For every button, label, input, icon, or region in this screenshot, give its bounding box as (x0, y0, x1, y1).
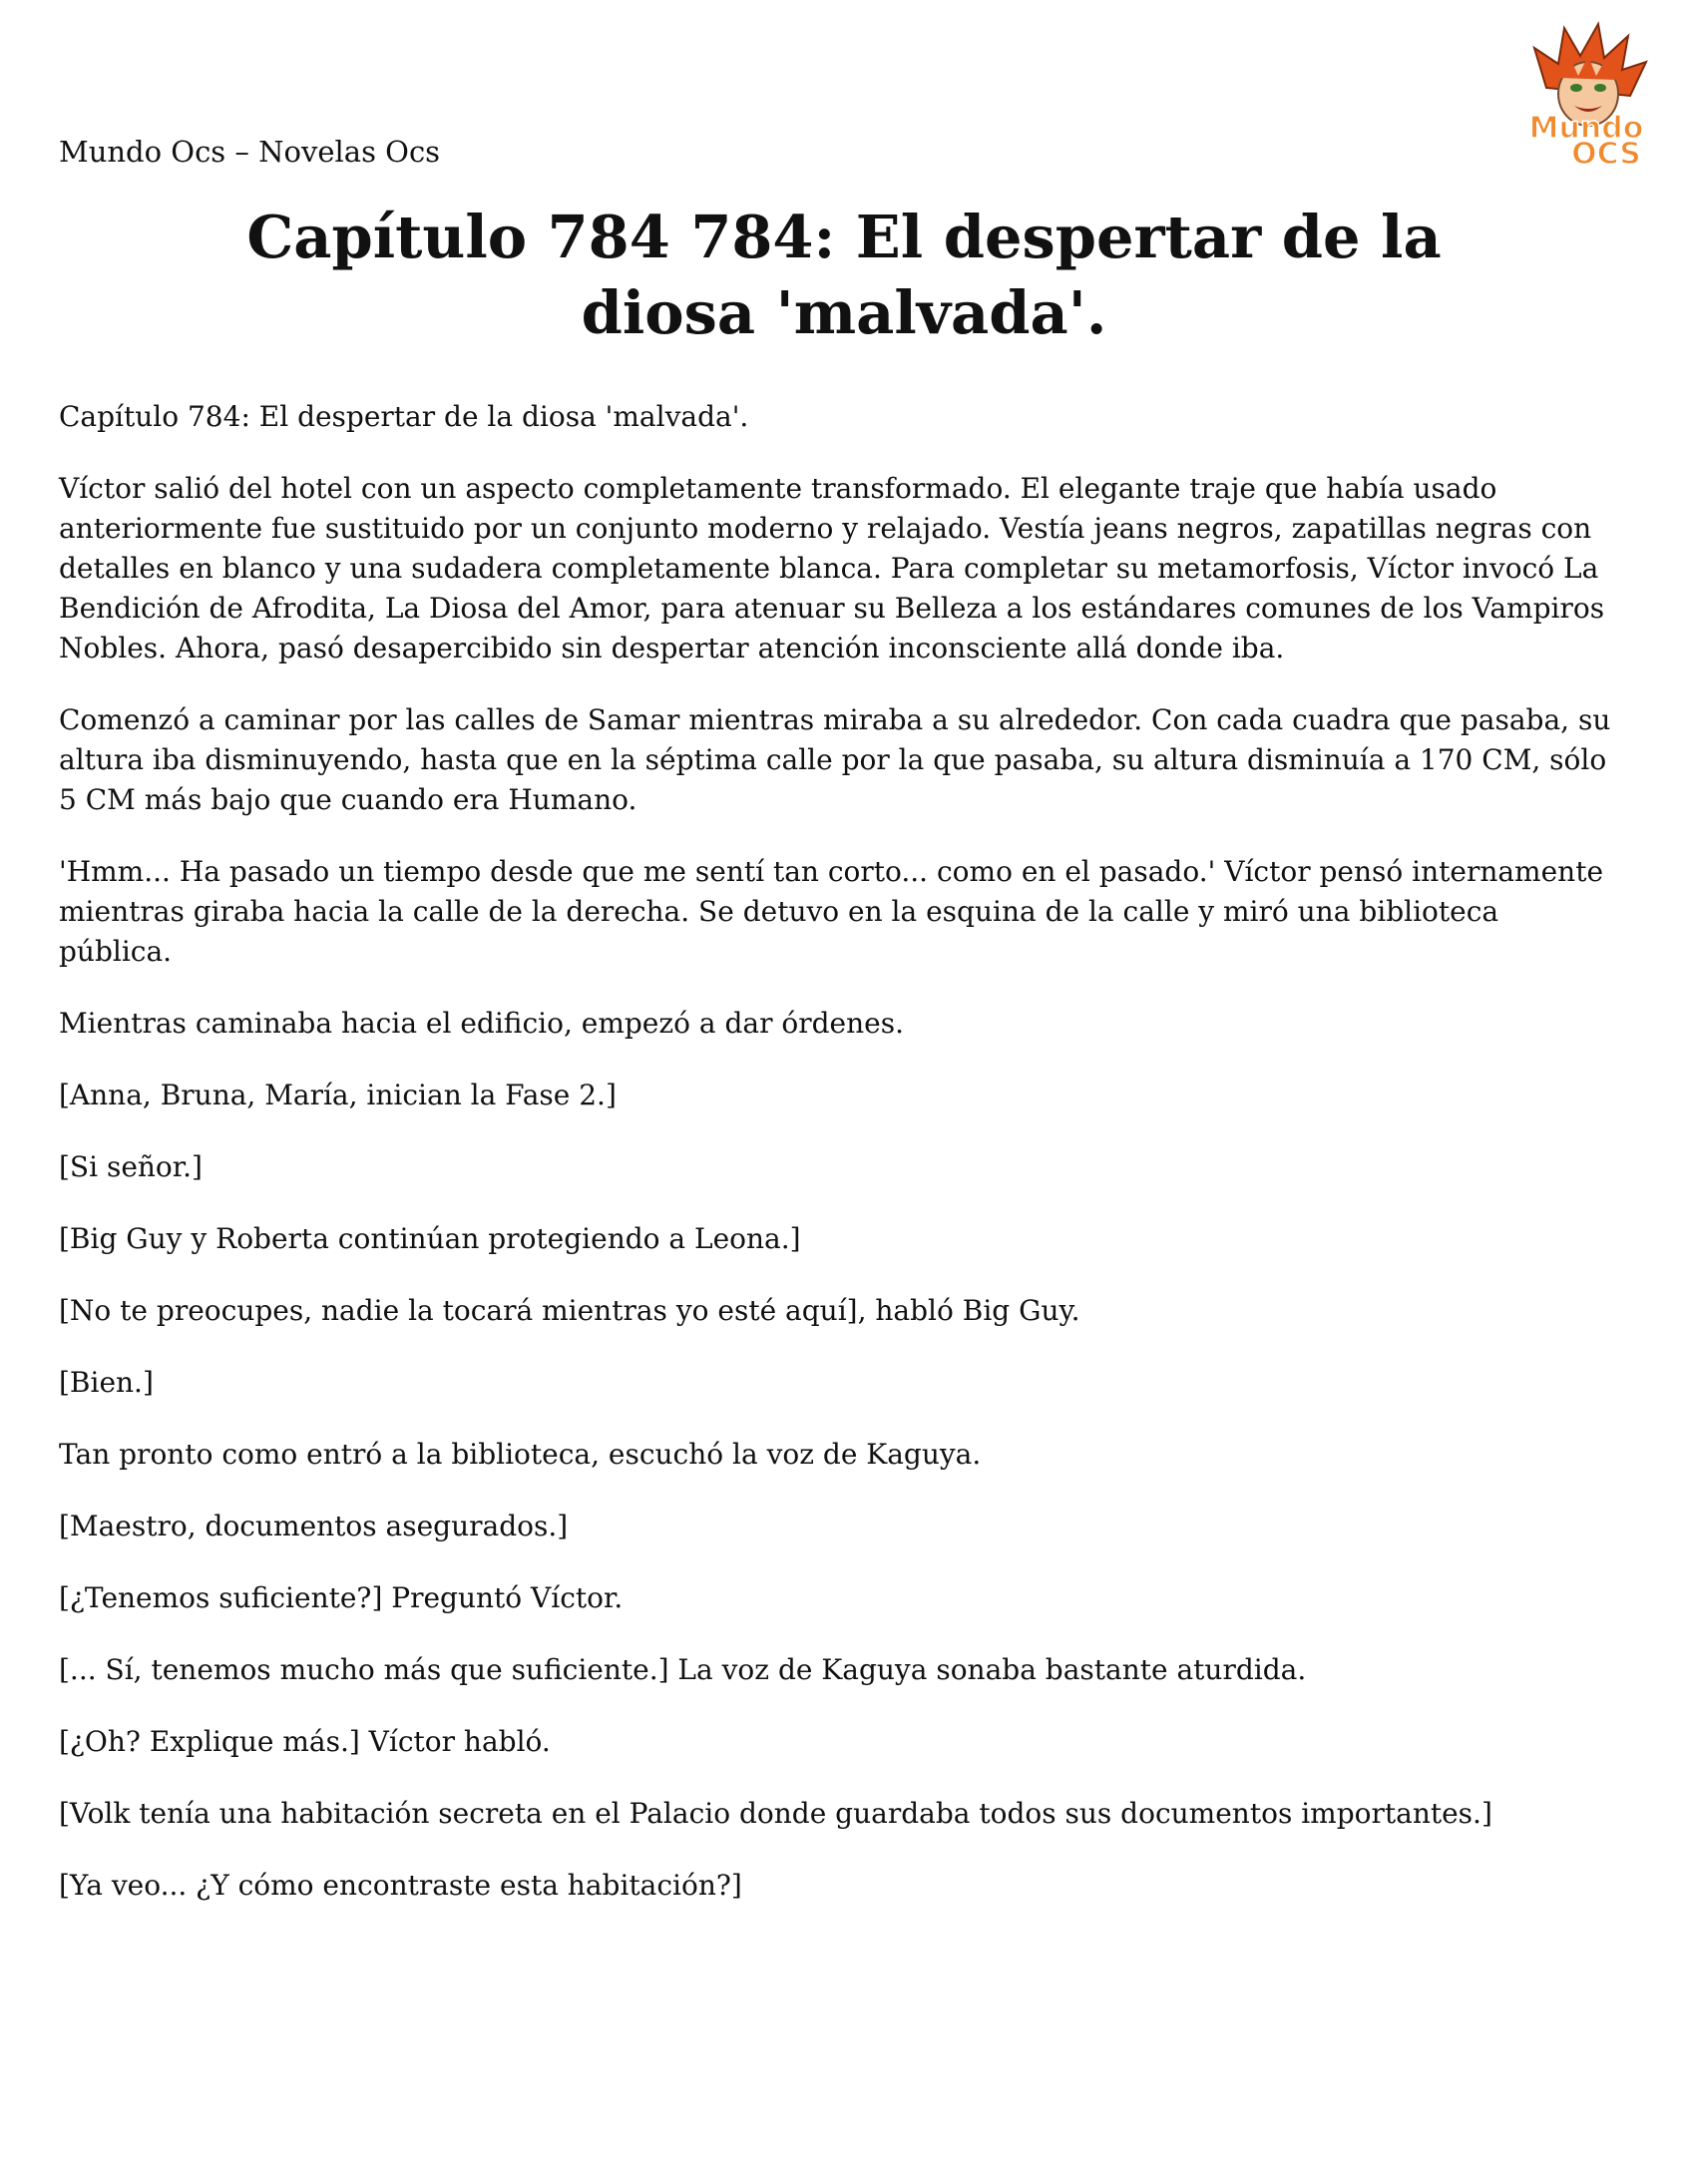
site-header-text: Mundo Ocs – Novelas Ocs (59, 135, 441, 169)
paragraph: [No te preocupes, nadie la tocará mientras yo esté aquí], habló Big Guy. (59, 1294, 1080, 1327)
paragraph: Mientras caminaba hacia el edificio, empezó a dar órdenes. (59, 1007, 904, 1040)
paragraph: Tan pronto como entró a la biblioteca, escuchó la voz de Kaguya. (59, 1438, 982, 1471)
paragraph: [Ya veo... ¿Y cómo encontraste esta habitación?] (59, 1869, 742, 1902)
paragraph: [Volk tenía una habitación secreta en el Palacio donde guardaba todos sus documentos importantes.] (59, 1797, 1492, 1830)
paragraph: [¿Tenemos suficiente?] Preguntó Víctor. (59, 1581, 624, 1614)
paragraph: [... Sí, tenemos mucho más que suficiente.] La voz de Kaguya sonaba bastante aturdida. (59, 1653, 1307, 1686)
logo-text-line2: OCS (1571, 137, 1641, 168)
paragraph: [Bien.] (59, 1366, 154, 1399)
logo-text-line1: Mundo (1528, 111, 1644, 146)
chapter-title: Capítulo 784 784: El despertar de la diosa 'malvada'. (246, 203, 1442, 347)
paragraph: Capítulo 784: El despertar de la diosa 'malvada'. (59, 400, 749, 433)
mundo-ocs-logo (1506, 18, 1666, 168)
paragraph: [Anna, Bruna, María, inician la Fase 2.] (59, 1079, 617, 1111)
paragraph: [Maestro, documentos asegurados.] (59, 1510, 569, 1542)
paragraph: [Si señor.] (59, 1150, 203, 1183)
paragraph: [Big Guy y Roberta continúan protegiendo a Leona.] (59, 1222, 801, 1255)
paragraph: Víctor salió del hotel con un aspecto completamente transformado. El elegante traje que había usado anteriormente fue sustituido por un conjunto moderno y relajado. Vestía jeans negros, zapatillas negras con detalles en blanco y una sudadera completamente blanca. Para completar su metamorfosis, Víctor invocó La Bendición de Afrodita, La Diosa del Amor, para atenuar su Belleza a los estándares comunes de los Vampiros Nobles. Ahora, pasó desapercibido sin despertar atención inconsciente allá donde iba. (59, 472, 1605, 664)
paragraph: Comenzó a caminar por las calles de Samar mientras miraba a su alrededor. Con cada cuadra que pasaba, su altura iba disminuyendo, hasta que en la séptima calle por la que pasaba, su altura disminuía a 170 CM, sólo 5 CM más bajo que cuando era Humano. (59, 703, 1611, 816)
chapter-body (59, 397, 1615, 1938)
paragraph: 'Hmm... Ha pasado un tiempo desde que me sentí tan corto... como en el pasado.' Víctor pensó internamente mientras giraba hacia la calle de la derecha. Se detuvo en la esquina de la calle y miró una biblioteca pública. (59, 855, 1604, 968)
paragraph: [¿Oh? Explique más.] Víctor habló. (59, 1725, 551, 1758)
